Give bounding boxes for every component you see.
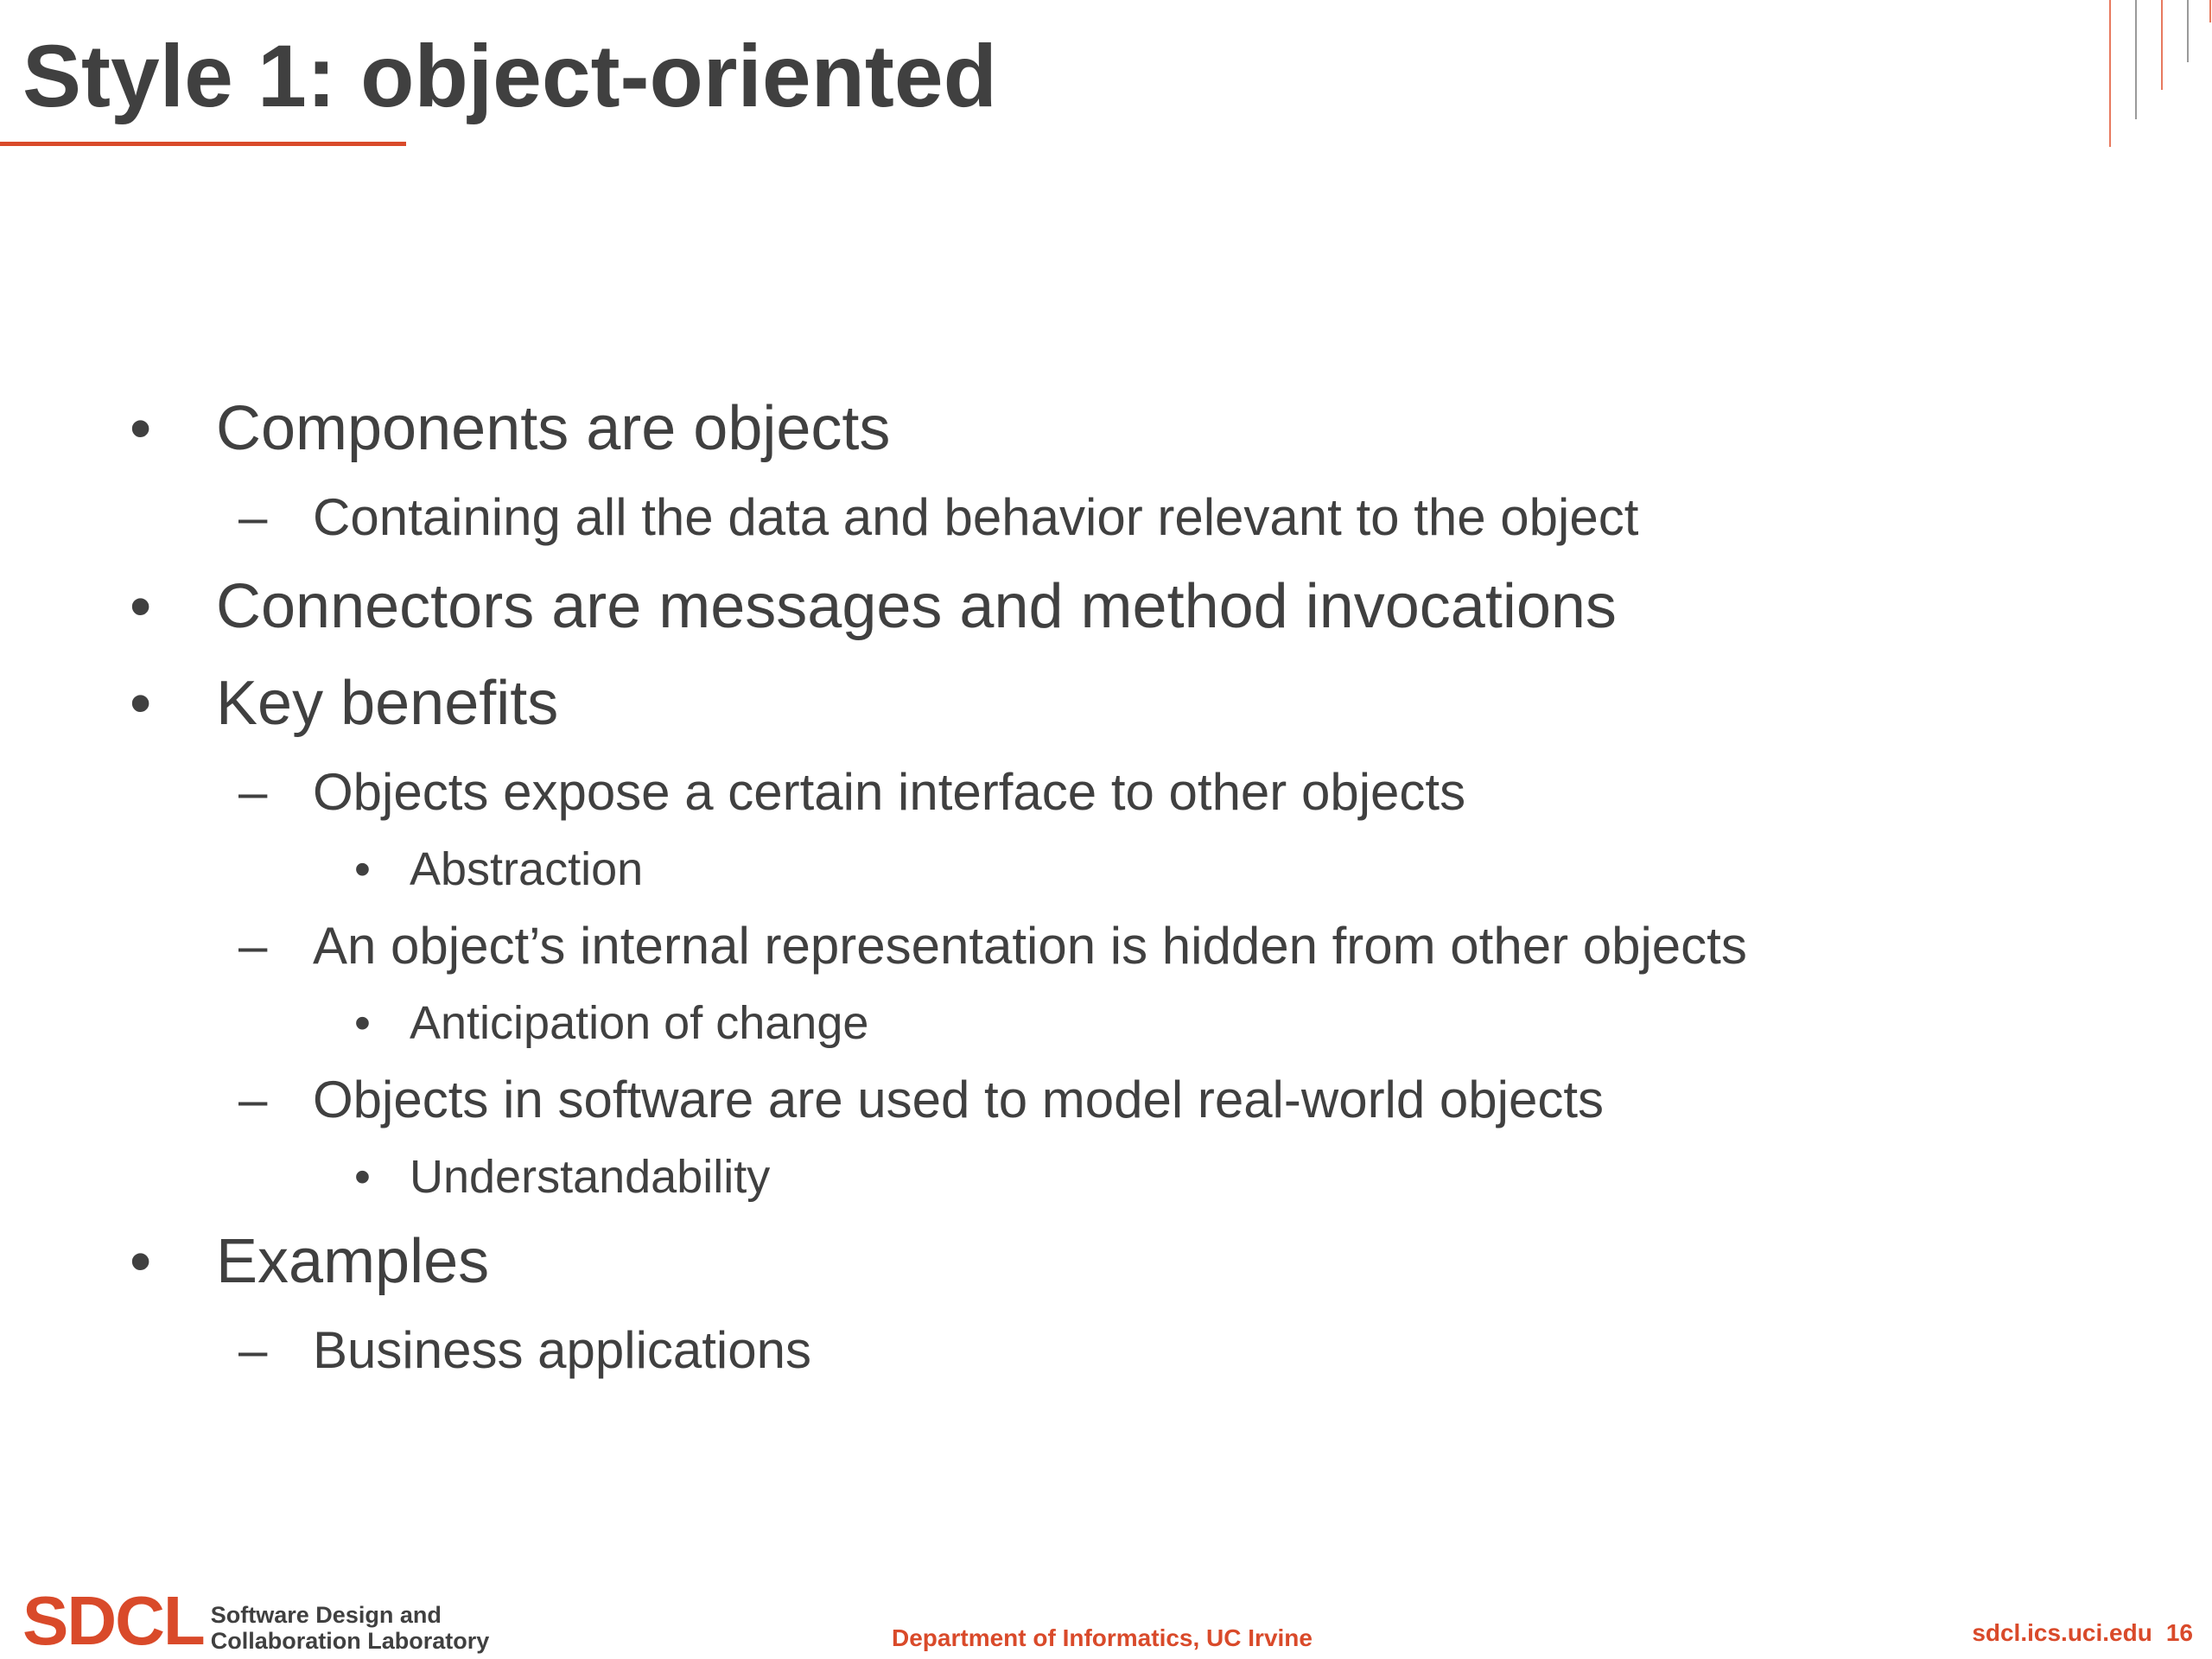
dash-marker: – bbox=[238, 1071, 268, 1128]
logo-text bbox=[211, 1602, 490, 1656]
bullet-marker: • bbox=[354, 1151, 371, 1203]
dash-marker: – bbox=[238, 488, 268, 546]
dash-marker: – bbox=[238, 917, 268, 975]
sdcl-logo bbox=[22, 1582, 490, 1659]
sub-bullet-item bbox=[0, 1059, 2212, 1141]
footer-url: sdcl.ics.uci.edu bbox=[1972, 1619, 2152, 1646]
bullet-item bbox=[0, 1213, 2212, 1310]
page-number: 16 bbox=[2165, 1619, 2193, 1646]
sub-sub-bullet-text: Anticipation of change bbox=[410, 997, 869, 1049]
slide-title: Style 1: object-oriented bbox=[22, 27, 997, 125]
bullet-marker: • bbox=[130, 1227, 152, 1296]
dash-marker: – bbox=[238, 763, 268, 821]
sub-bullet-item bbox=[0, 752, 2212, 833]
title-underline bbox=[0, 142, 406, 146]
bullet-text: Connectors are messages and method invocations bbox=[216, 572, 1617, 641]
sub-sub-bullet-text: Understandability bbox=[410, 1151, 771, 1203]
sub-sub-bullet-item bbox=[0, 987, 2212, 1059]
bullet-marker: • bbox=[354, 997, 371, 1049]
logo-line-1: Software Design and bbox=[210, 1602, 442, 1628]
sub-bullet-text: An object’s internal representation is hidden from other objects bbox=[313, 917, 1747, 975]
sub-bullet-text: Business applications bbox=[313, 1321, 812, 1379]
logo-line-2: Collaboration Laboratory bbox=[210, 1628, 490, 1654]
sub-bullet-text: Objects expose a certain interface to other objects bbox=[313, 763, 1466, 821]
sub-bullet-text: Objects in software are used to model real-world objects bbox=[313, 1071, 1605, 1128]
bullet-marker: • bbox=[354, 843, 371, 895]
bullet-item bbox=[0, 380, 2212, 477]
dash-marker: – bbox=[238, 1321, 268, 1379]
bullet-marker: • bbox=[130, 394, 152, 463]
sub-sub-bullet-item bbox=[0, 833, 2212, 906]
sub-bullet-item bbox=[0, 906, 2212, 987]
bullet-text: Components are objects bbox=[216, 394, 891, 463]
sub-bullet-text: Containing all the data and behavior relevant to the object bbox=[313, 488, 1639, 546]
logo-mark: SDCL bbox=[22, 1582, 204, 1659]
bullet-marker: • bbox=[130, 669, 152, 738]
bullet-item bbox=[0, 655, 2212, 752]
sub-bullet-item bbox=[0, 477, 2212, 558]
bullet-marker: • bbox=[130, 572, 152, 641]
sub-sub-bullet-item bbox=[0, 1141, 2212, 1213]
sub-sub-bullet-text: Abstraction bbox=[410, 843, 644, 895]
bullet-list bbox=[0, 380, 2212, 1391]
bullet-text: Examples bbox=[216, 1227, 490, 1296]
sub-bullet-item bbox=[0, 1310, 2212, 1391]
footer-right bbox=[1972, 1616, 2193, 1650]
footer-department: Department of Informatics, UC Irvine bbox=[892, 1624, 1313, 1651]
bullet-item bbox=[0, 558, 2212, 655]
bullet-text: Key benefits bbox=[216, 669, 559, 738]
corner-decoration-lines bbox=[2108, 0, 2212, 149]
